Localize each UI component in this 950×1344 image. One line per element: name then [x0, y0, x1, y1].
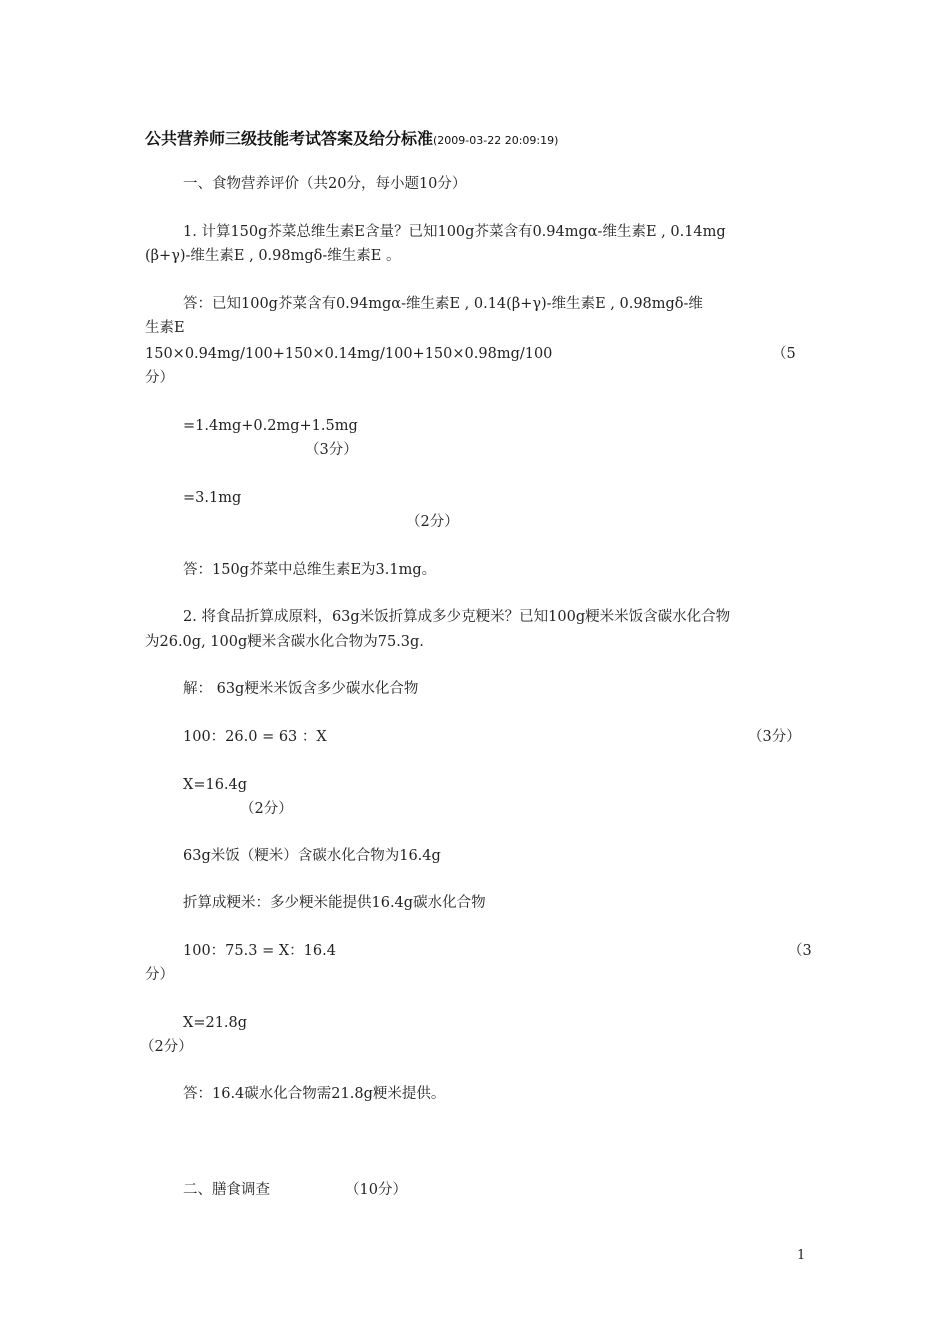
question-2-line-2: 为26.0g, 100g粳米含碳水化合物为75.3g. [145, 634, 424, 650]
answer-1-formula-score: （5 [772, 346, 796, 362]
section-1-heading: 一、食物营养评价（共20分，每小题10分） [183, 176, 467, 192]
solution-2-result-1: X=16.4g [183, 777, 248, 793]
answer-1-formula: 150×0.94mg/100+150×0.14mg/100+150×0.98mg/100 [145, 346, 553, 362]
title-timestamp: (2009-03-22 20:09:19) [433, 134, 559, 147]
solution-2-result-2: X=21.8g [183, 1015, 248, 1031]
solution-2-statement: 63g米饭（粳米）含碳水化合物为16.4g [183, 848, 441, 864]
section-2-heading: 二、膳食调查 [183, 1182, 270, 1198]
solution-2-result-2-score: （2分） [140, 1039, 193, 1055]
solution-2-ratio-2-score: （3 [788, 943, 812, 959]
solution-2-convert: 折算成粳米：多少粳米能提供16.4g碳水化合物 [183, 895, 486, 911]
solution-2-intro: 解： 63g粳米米饭含多少碳水化合物 [183, 681, 419, 697]
question-2-line-1: 2. 将食品折算成原料，63g米饭折算成多少克粳米？已知100g粳米米饭含碳水化合物 [183, 609, 731, 625]
title-text: 公共营养师三级技能考试答案及给分标准 [145, 129, 434, 148]
document-title [145, 128, 558, 152]
question-1-line-2: (β+γ)-维生素E , 0.98mgδ-维生素E 。 [145, 248, 401, 264]
answer-1-step-2-score: （3分） [305, 442, 358, 458]
solution-2-ratio-2-score-cont: 分） [145, 967, 174, 983]
answer-1-step-2: =1.4mg+0.2mg+1.5mg [183, 418, 358, 434]
answer-1-line-2: 生素E [145, 320, 185, 336]
section-2-score: （10分） [345, 1182, 407, 1198]
solution-2-ratio-1-score: （3分） [748, 729, 801, 745]
answer-1-step-3: =3.1mg [183, 490, 242, 506]
answer-1-formula-score-cont: 分） [145, 370, 174, 386]
answer-1-line-1: 答：已知100g芥菜含有0.94mgα-维生素E , 0.14(β+γ)-维生素E , 0.98mgδ-维 [183, 296, 703, 312]
answer-1-step-3-score: （2分） [406, 514, 459, 530]
answer-1-conclusion: 答：150g芥菜中总维生素E为3.1mg。 [183, 562, 437, 578]
solution-2-ratio-1: 100：26.0 = 63 ：X [183, 729, 327, 745]
question-1-line-1: 1. 计算150g芥菜总维生素E含量？已知100g芥菜含有0.94mgα-维生素E , 0.14mg [183, 224, 726, 240]
solution-2-ratio-2: 100：75.3 = X：16.4 [183, 943, 336, 959]
answer-2-conclusion: 答：16.4碳水化合物需21.8g粳米提供。 [183, 1086, 446, 1102]
solution-2-result-1-score: （2分） [240, 801, 293, 817]
page-number: 1 [797, 1248, 806, 1263]
